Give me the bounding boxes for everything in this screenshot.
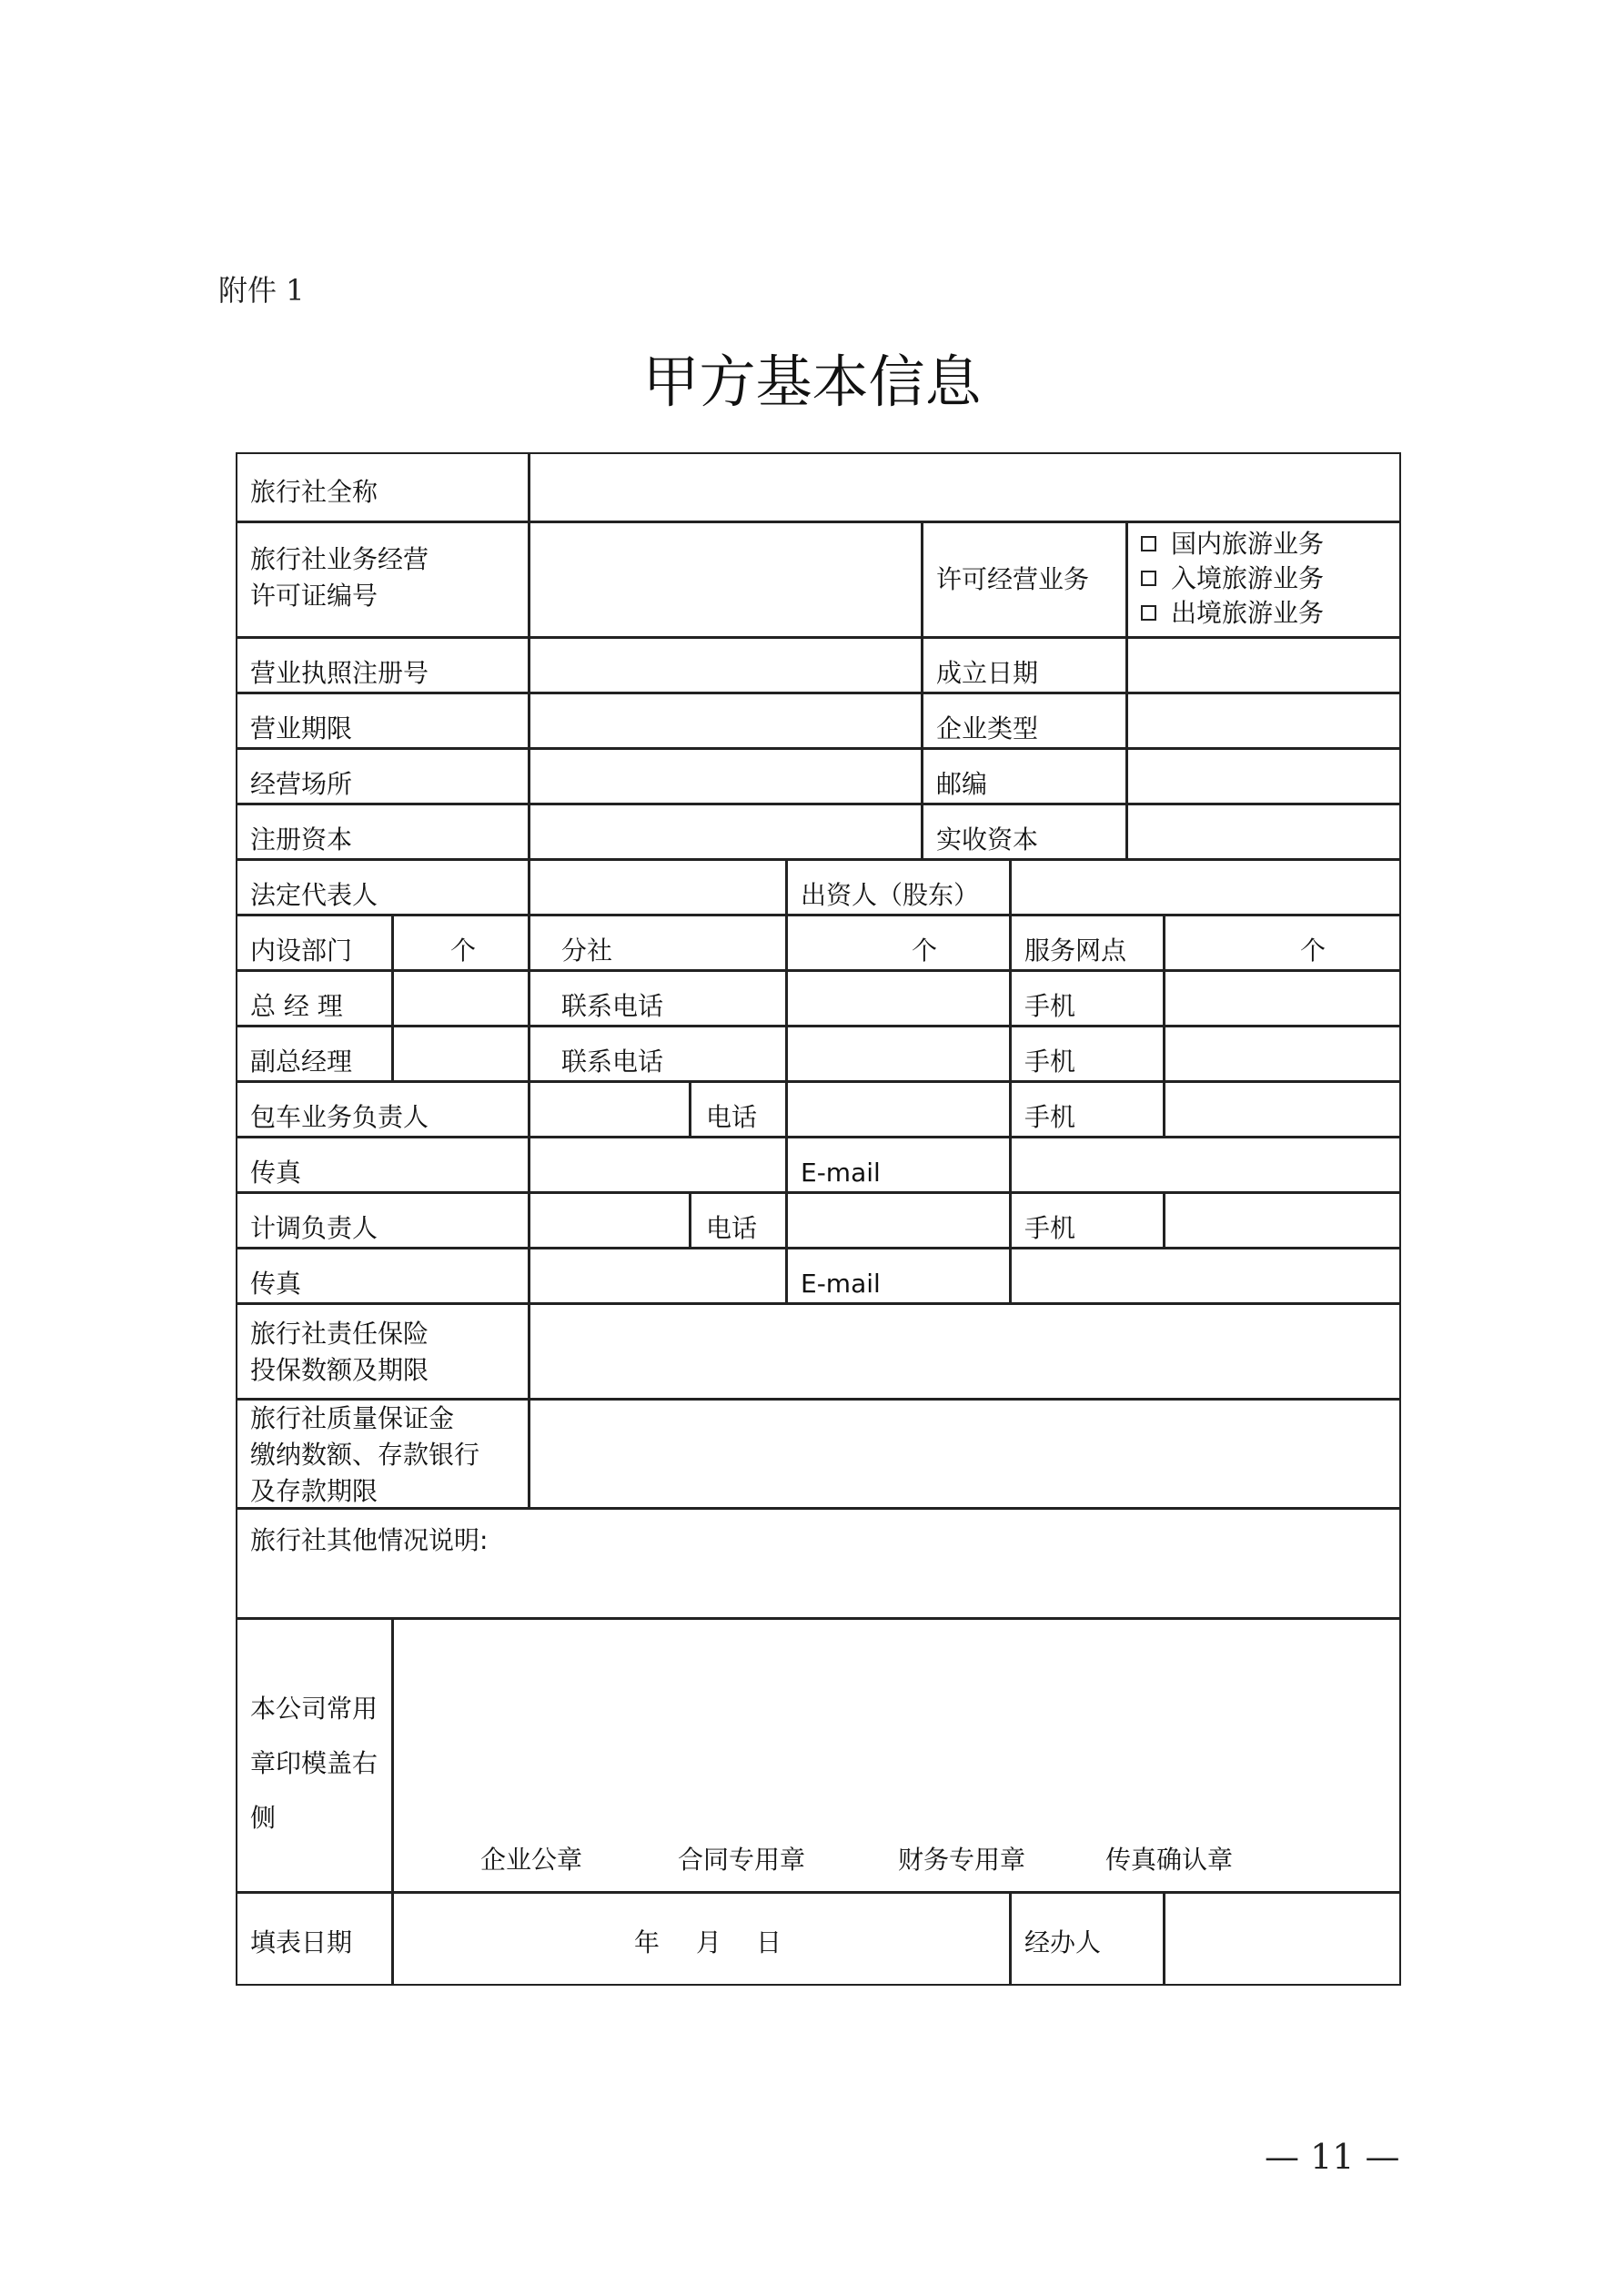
option-inbound[interactable]: 入境旅游业务	[1141, 561, 1324, 596]
fax-input-cell-2[interactable]	[529, 1248, 787, 1304]
checkbox-icon[interactable]	[1141, 536, 1156, 551]
branch-label: 分社	[561, 936, 613, 966]
label-cell-deputy-mobile	[1010, 1026, 1165, 1082]
label-cell-op-phone	[690, 1192, 787, 1249]
branch-unit-cell[interactable]	[786, 915, 1011, 971]
label-cell-biz-reg	[236, 637, 530, 693]
premises-input-cell[interactable]	[529, 748, 923, 804]
legal-rep-label: 法定代表人	[250, 880, 378, 910]
reg-capital-input-cell[interactable]	[529, 804, 923, 860]
op-mobile-input-cell[interactable]	[1164, 1192, 1401, 1249]
label-cell-paid-capital	[922, 804, 1127, 860]
seal-company: 企业公章	[480, 1845, 583, 1875]
fax-label: 传真	[250, 1158, 302, 1188]
checkbox-icon[interactable]	[1141, 571, 1156, 586]
label-cell-fill-date	[236, 1892, 393, 1986]
handler-input-cell[interactable]	[1164, 1892, 1401, 1986]
fax-label: 传真	[250, 1269, 302, 1299]
label-cell-email-1	[786, 1137, 1011, 1193]
label-cell-full-name	[236, 452, 530, 522]
label-cell-gm-mobile	[1010, 970, 1165, 1027]
label-cell-reg-capital	[236, 804, 530, 860]
investor-input-cell[interactable]	[1010, 859, 1401, 915]
info-form	[237, 453, 1402, 1987]
gm-mobile-input-cell[interactable]	[1164, 970, 1401, 1027]
label-cell-op-head	[236, 1192, 530, 1249]
unit-label: 个	[912, 936, 938, 966]
label-cell-op-mobile	[1010, 1192, 1165, 1249]
seal-fax: 传真确认章	[1105, 1845, 1234, 1875]
option-domestic[interactable]: 国内旅游业务	[1141, 527, 1324, 561]
email-input-cell-2[interactable]	[1010, 1248, 1401, 1304]
company-type-input-cell[interactable]	[1126, 693, 1401, 749]
label-cell-handler	[1010, 1892, 1165, 1986]
business-options-cell	[1126, 521, 1401, 638]
deposit-label: 旅行社质量保证金 缴纳数额、存款银行 及存款期限	[250, 1403, 480, 1506]
deputy-phone-input-cell[interactable]	[786, 1026, 1011, 1082]
date-day: 日	[756, 1927, 782, 1957]
license-no-label: 旅行社业务经营 许可证编号	[250, 544, 429, 611]
unit-label: 个	[1300, 936, 1326, 966]
licensed-business-label: 许可经营业务	[936, 564, 1090, 594]
gm-name-input-cell[interactable]	[392, 970, 530, 1027]
insurance-input-cell[interactable]	[529, 1303, 1401, 1400]
page-title: 甲方基本信息	[642, 349, 982, 415]
deputy-gm-name-input-cell[interactable]	[392, 1026, 530, 1082]
biz-term-input-cell[interactable]	[529, 693, 923, 749]
label-cell-legal-rep	[236, 859, 530, 915]
paid-capital-label: 实收资本	[936, 824, 1039, 855]
date-year: 年	[634, 1927, 661, 1957]
branch-count-cell[interactable]	[529, 915, 787, 971]
reg-capital-label: 注册资本	[250, 824, 353, 855]
license-no-input-cell[interactable]	[529, 521, 923, 638]
mobile-label: 手机	[1024, 991, 1076, 1021]
label-cell-premises	[236, 748, 530, 804]
label-cell-email-2	[786, 1248, 1011, 1304]
label-cell-service-outlet	[1010, 915, 1165, 971]
contact-phone-label: 联系电话	[561, 991, 664, 1021]
label-cell-fax-2	[236, 1248, 530, 1304]
full-name-input-cell[interactable]	[529, 452, 1401, 522]
label-cell-investor	[786, 859, 1011, 915]
label-cell-postcode	[922, 748, 1127, 804]
deputy-gm-label: 副总经理	[250, 1047, 353, 1077]
email-label: E-mail	[801, 1158, 881, 1188]
fill-date-label: 填表日期	[250, 1927, 353, 1957]
label-cell-deposit	[236, 1399, 530, 1509]
label-cell-licensed-business	[922, 521, 1127, 638]
date-month: 月	[696, 1927, 722, 1957]
contact-phone-label: 联系电话	[561, 1047, 664, 1077]
charter-mobile-input-cell[interactable]	[1164, 1081, 1401, 1138]
other-notes-label: 旅行社其他情况说明:	[250, 1525, 489, 1555]
biz-reg-label: 营业执照注册号	[250, 658, 429, 688]
charter-head-label: 包车业务负责人	[250, 1102, 429, 1132]
op-head-label: 计调负责人	[250, 1213, 378, 1243]
label-cell-license-no	[236, 521, 530, 638]
phone-label: 电话	[706, 1213, 758, 1243]
op-phone-input-cell[interactable]	[786, 1192, 1011, 1249]
founded-date-input-cell[interactable]	[1126, 637, 1401, 693]
mobile-label: 手机	[1024, 1213, 1076, 1243]
biz-term-label: 营业期限	[250, 713, 353, 743]
gm-phone-input-cell[interactable]	[786, 970, 1011, 1027]
email-label: E-mail	[801, 1269, 881, 1299]
label-cell-fax-1	[236, 1137, 530, 1193]
fax-input-cell-1[interactable]	[529, 1137, 787, 1193]
unit-label: 个	[450, 936, 477, 966]
paid-capital-input-cell[interactable]	[1126, 804, 1401, 860]
deposit-input-cell[interactable]	[529, 1399, 1401, 1509]
internal-dept-count-cell[interactable]	[392, 915, 530, 971]
seal-stamp-area[interactable]	[392, 1618, 1401, 1893]
email-input-cell-1[interactable]	[1010, 1137, 1401, 1193]
investor-label: 出资人（股东）	[801, 880, 980, 910]
label-cell-charter-mobile	[1010, 1081, 1165, 1138]
attachment-label: 附件 1	[218, 273, 305, 308]
fill-date-input-cell[interactable]	[392, 1892, 1011, 1986]
deputy-mobile-input-cell[interactable]	[1164, 1026, 1401, 1082]
mobile-label: 手机	[1024, 1102, 1076, 1132]
service-outlet-count-cell[interactable]	[1164, 915, 1401, 971]
seal-finance: 财务专用章	[898, 1845, 1026, 1875]
insurance-label: 旅行社责任保险 投保数额及期限	[250, 1319, 429, 1385]
phone-label: 电话	[706, 1102, 758, 1132]
label-cell-biz-term	[236, 693, 530, 749]
checkbox-icon[interactable]	[1141, 605, 1156, 621]
label-cell-charter-phone	[690, 1081, 787, 1138]
full-name-label: 旅行社全称	[250, 477, 378, 507]
label-cell-seal	[236, 1618, 393, 1893]
biz-reg-input-cell[interactable]	[529, 637, 923, 693]
handler-label: 经办人	[1024, 1927, 1102, 1957]
postcode-input-cell[interactable]	[1126, 748, 1401, 804]
label-cell-insurance	[236, 1303, 530, 1400]
page-number: — 11 —	[1265, 2137, 1400, 2177]
gm-label: 总 经 理	[250, 991, 343, 1021]
service-outlet-label: 服务网点	[1024, 936, 1127, 966]
label-cell-company-type	[922, 693, 1127, 749]
option-outbound[interactable]: 出境旅游业务	[1141, 596, 1324, 631]
label-cell-gm-phone	[529, 970, 787, 1027]
charter-phone-input-cell[interactable]	[786, 1081, 1011, 1138]
label-cell-deputy-gm	[236, 1026, 393, 1082]
label-cell-deputy-phone	[529, 1026, 787, 1082]
postcode-label: 邮编	[936, 769, 988, 799]
label-cell-founded	[922, 637, 1127, 693]
label-cell-charter-head	[236, 1081, 530, 1138]
seal-contract: 合同专用章	[678, 1845, 806, 1875]
mobile-label: 手机	[1024, 1047, 1076, 1077]
label-cell-internal-dept	[236, 915, 393, 971]
legal-rep-input-cell[interactable]	[529, 859, 787, 915]
charter-head-input-cell[interactable]	[529, 1081, 691, 1138]
label-cell-gm	[236, 970, 393, 1027]
seal-instruction-label: 本公司常用 章印模盖右 侧	[250, 1694, 378, 1833]
other-notes-cell[interactable]	[236, 1508, 1401, 1619]
premises-label: 经营场所	[250, 769, 353, 799]
op-head-input-cell[interactable]	[529, 1192, 691, 1249]
company-type-label: 企业类型	[936, 713, 1039, 743]
internal-dept-label: 内设部门	[250, 936, 353, 966]
founded-date-label: 成立日期	[936, 658, 1039, 688]
